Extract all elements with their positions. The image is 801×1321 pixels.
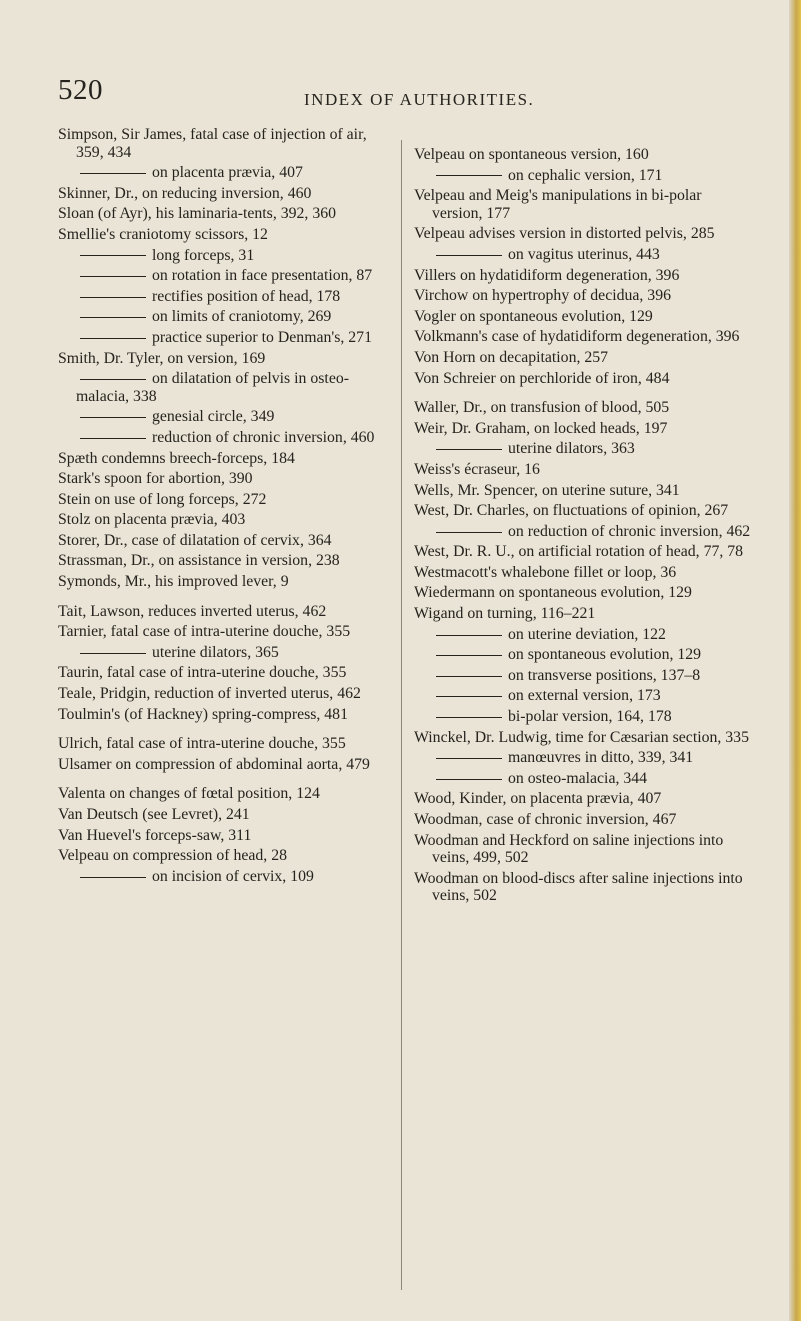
ditto-rule: [80, 317, 146, 318]
index-entry: [414, 420, 754, 438]
entry-text: uterine dilators, 365: [152, 643, 279, 661]
index-subentry: [414, 708, 754, 726]
index-subentry: [58, 288, 390, 306]
index-entry: [58, 847, 390, 865]
entry-text: Smellie's craniotomy scissors, 12: [58, 225, 268, 243]
entry-text: Wiedermann on spontaneous evolution, 129: [414, 584, 692, 602]
index-subentry: [414, 626, 754, 644]
entry-text: Storer, Dr., case of dilatation of cervix, 364: [58, 531, 332, 549]
index-entry: [414, 482, 754, 500]
index-entry: [58, 350, 390, 368]
index-entry: [58, 623, 390, 641]
entry-text: genesial circle, 349: [152, 408, 275, 426]
column-divider: [401, 140, 402, 1290]
index-entry: [58, 806, 390, 824]
index-entry: [414, 543, 754, 561]
entry-text: on spontaneous evolution, 129: [508, 646, 702, 664]
index-entry: [58, 226, 390, 244]
index-subentry: [414, 770, 754, 788]
index-entry: [414, 729, 754, 747]
entry-text: on transverse positions, 137–8: [508, 666, 701, 684]
entry-text: Woodman, case of chronic inversion, 467: [414, 811, 677, 828]
entry-text: Sloan (of Ayr), his laminaria-tents, 392, 360: [58, 205, 337, 223]
entry-text: Taurin, fatal case of intra-uterine douche, 355: [58, 664, 347, 682]
index-subentry: [58, 370, 390, 405]
index-entry: [58, 664, 390, 682]
entry-text: Ulsamer on compression of abdominal aorta, 479: [58, 755, 370, 773]
entry-text: West, Dr. R. U., on artificial rotation of head, 77, 78: [414, 543, 744, 561]
entry-text: on limits of craniotomy, 269: [152, 308, 332, 326]
index-entry: [414, 308, 754, 326]
index-entry: [58, 532, 390, 550]
index-entry: [414, 370, 754, 388]
index-entry: [414, 811, 754, 829]
index-entry: [414, 790, 754, 808]
index-entry: [58, 491, 390, 509]
entry-text: Villers on hydatidiform degeneration, 396: [414, 266, 680, 284]
index-subentry: [414, 749, 754, 767]
index-entry: [414, 328, 754, 346]
index-entry: [414, 870, 754, 905]
index-entry: [58, 552, 390, 570]
index-subentry: [414, 246, 754, 264]
index-entry: [414, 187, 754, 222]
entry-text: Volkmann's case of hydatidiform degeneration, 396: [414, 328, 740, 346]
index-subentry: [58, 164, 390, 182]
entry-text: on reduction of chronic inversion, 462: [508, 522, 751, 540]
index-subentry: [58, 429, 390, 447]
index-entry: [58, 785, 390, 803]
index-subentry: [58, 247, 390, 265]
left-column: [58, 126, 390, 888]
entry-text: Vogler on spontaneous evolution, 129: [414, 307, 653, 325]
ditto-rule: [80, 438, 146, 439]
index-subentry: [414, 167, 754, 185]
entry-text: bi-polar version, 164, 178: [508, 708, 672, 726]
index-entry: [58, 126, 390, 161]
index-entry: [414, 832, 754, 867]
index-entry: [58, 756, 390, 774]
ditto-rule: [436, 532, 502, 533]
entry-text: Ulrich, fatal case of intra-uterine douche, 355: [58, 735, 346, 753]
entry-text: manœuvres in ditto, 339, 341: [508, 749, 694, 767]
entry-text: Velpeau on spontaneous version, 160: [414, 146, 649, 163]
ditto-rule: [80, 653, 146, 654]
index-entry: [58, 185, 390, 203]
index-entry: [414, 502, 754, 520]
index-entry: [58, 573, 390, 591]
entry-text: Valenta on changes of fœtal position, 124: [58, 785, 320, 803]
index-entry: [58, 470, 390, 488]
entry-text: Virchow on hypertrophy of decidua, 396: [414, 287, 671, 305]
entry-text: Wells, Mr. Spencer, on uterine suture, 341: [414, 481, 680, 499]
entry-text: Spæth condemns breech-forceps, 184: [58, 449, 295, 467]
index-subentry: [414, 667, 754, 685]
index-entry: [414, 349, 754, 367]
index-subentry: [414, 687, 754, 705]
entry-text: Westmacott's whalebone fillet or loop, 36: [414, 563, 677, 581]
ditto-rule: [436, 676, 502, 677]
entry-text: Tait, Lawson, reduces inverted uterus, 462: [58, 602, 327, 620]
index-entry: [58, 685, 390, 703]
index-subentry: [58, 644, 390, 662]
entry-text: Velpeau advises version in distorted pelvis, 285: [414, 225, 715, 243]
entry-text: Stark's spoon for abortion, 390: [58, 470, 253, 488]
entry-text: on external version, 173: [508, 687, 661, 705]
entry-text: on dilatation of pelvis in osteo-malacia, 338: [76, 370, 349, 405]
entry-text: Skinner, Dr., on reducing inversion, 460: [58, 184, 312, 202]
entry-text: Smith, Dr. Tyler, on version, 169: [58, 349, 266, 367]
ditto-rule: [80, 276, 146, 277]
ditto-rule: [80, 417, 146, 418]
entry-text: Van Huevel's forceps-saw, 311: [58, 826, 252, 844]
entry-text: on rotation in face presentation, 87: [152, 267, 373, 285]
index-subentry: [58, 408, 390, 426]
index-entry: [58, 450, 390, 468]
index-entry: [414, 461, 754, 479]
ditto-rule: [80, 255, 146, 256]
entry-text: Weiss's écraseur, 16: [414, 460, 540, 478]
entry-text: Velpeau on compression of head, 28: [58, 847, 287, 865]
index-subentry: [414, 523, 754, 541]
entry-text: Symonds, Mr., his improved lever, 9: [58, 573, 289, 591]
ditto-rule: [436, 449, 502, 450]
ditto-rule: [436, 175, 502, 176]
entry-text: Wigand on turning, 116–221: [414, 605, 596, 623]
entry-text: long forceps, 31: [152, 246, 255, 264]
ditto-rule: [80, 297, 146, 298]
index-subentry: [414, 646, 754, 664]
ditto-rule: [80, 338, 146, 339]
ditto-rule: [436, 696, 502, 697]
entry-text: Waller, Dr., on transfusion of blood, 505: [414, 399, 670, 417]
entry-text: Woodman on blood-discs after saline injections into veins, 502: [414, 869, 743, 905]
entry-text: Tarnier, fatal case of intra-uterine douche, 355: [58, 623, 351, 641]
entry-text: Teale, Pridgin, reduction of inverted uterus, 462: [58, 685, 361, 703]
entry-text: on uterine deviation, 122: [508, 625, 666, 643]
entry-text: Stein on use of long forceps, 272: [58, 490, 267, 508]
entry-text: Simpson, Sir James, fatal case of injection of air, 359, 434: [58, 126, 367, 161]
entry-text: reduction of chronic inversion, 460: [152, 428, 375, 446]
ditto-rule: [80, 379, 146, 380]
index-entry: [414, 287, 754, 305]
index-entry: [414, 225, 754, 243]
entry-text: on vagitus uterinus, 443: [508, 245, 660, 263]
running-title: INDEX OF AUTHORITIES.: [304, 90, 535, 109]
index-subentry: [58, 308, 390, 326]
entry-text: Von Horn on decapitation, 257: [414, 348, 609, 366]
right-column: [414, 146, 754, 908]
ditto-rule: [436, 635, 502, 636]
page-number: 520: [58, 74, 103, 106]
entry-text: West, Dr. Charles, on fluctuations of opinion, 267: [414, 502, 729, 520]
index-subentry: [58, 267, 390, 285]
entry-text: Toulmin's (of Hackney) spring-compress, 481: [58, 705, 348, 723]
index-entry: [58, 205, 390, 223]
index-entry: [58, 603, 390, 621]
entry-text: Stolz on placenta prævia, 403: [58, 511, 246, 529]
entry-text: Strassman, Dr., on assistance in version, 238: [58, 552, 340, 570]
entry-text: Velpeau and Meig's manipulations in bi-polar version, 177: [414, 187, 702, 222]
ditto-rule: [80, 173, 146, 174]
entry-text: Winckel, Dr. Ludwig, time for Cæsarian section, 335: [414, 728, 749, 746]
index-entry: [414, 584, 754, 602]
index-subentry: [414, 440, 754, 458]
ditto-rule: [436, 779, 502, 780]
index-subentry: [58, 329, 390, 347]
index-entry: [414, 267, 754, 285]
index-entry: [58, 706, 390, 724]
index-entry: [414, 146, 754, 164]
entry-text: Von Schreier on perchloride of iron, 484: [414, 369, 670, 387]
index-entry: [414, 605, 754, 623]
index-entry: [58, 827, 390, 845]
entry-text: Van Deutsch (see Levret), 241: [58, 806, 250, 823]
index-entry: [414, 399, 754, 417]
ditto-rule: [80, 877, 146, 878]
entry-text: on cephalic version, 171: [508, 166, 663, 184]
entry-text: Weir, Dr. Graham, on locked heads, 197: [414, 419, 668, 437]
index-entry: [414, 564, 754, 582]
entry-text: rectifies position of head, 178: [152, 287, 341, 305]
entry-text: Woodman and Heckford on saline injections into veins, 499, 502: [414, 831, 724, 867]
ditto-rule: [436, 717, 502, 718]
entry-text: on incision of cervix, 109: [152, 867, 314, 885]
index-entry: [58, 511, 390, 529]
index-entry: [58, 735, 390, 753]
ditto-rule: [436, 255, 502, 256]
entry-text: practice superior to Denman's, 271: [152, 328, 372, 346]
entry-text: uterine dilators, 363: [508, 440, 635, 458]
entry-text: Wood, Kinder, on placenta prævia, 407: [414, 790, 662, 808]
ditto-rule: [436, 655, 502, 656]
entry-text: on placenta prævia, 407: [152, 164, 303, 182]
page-edge: [789, 0, 801, 1321]
ditto-rule: [436, 758, 502, 759]
entry-text: on osteo-malacia, 344: [508, 769, 648, 787]
index-subentry: [58, 868, 390, 886]
